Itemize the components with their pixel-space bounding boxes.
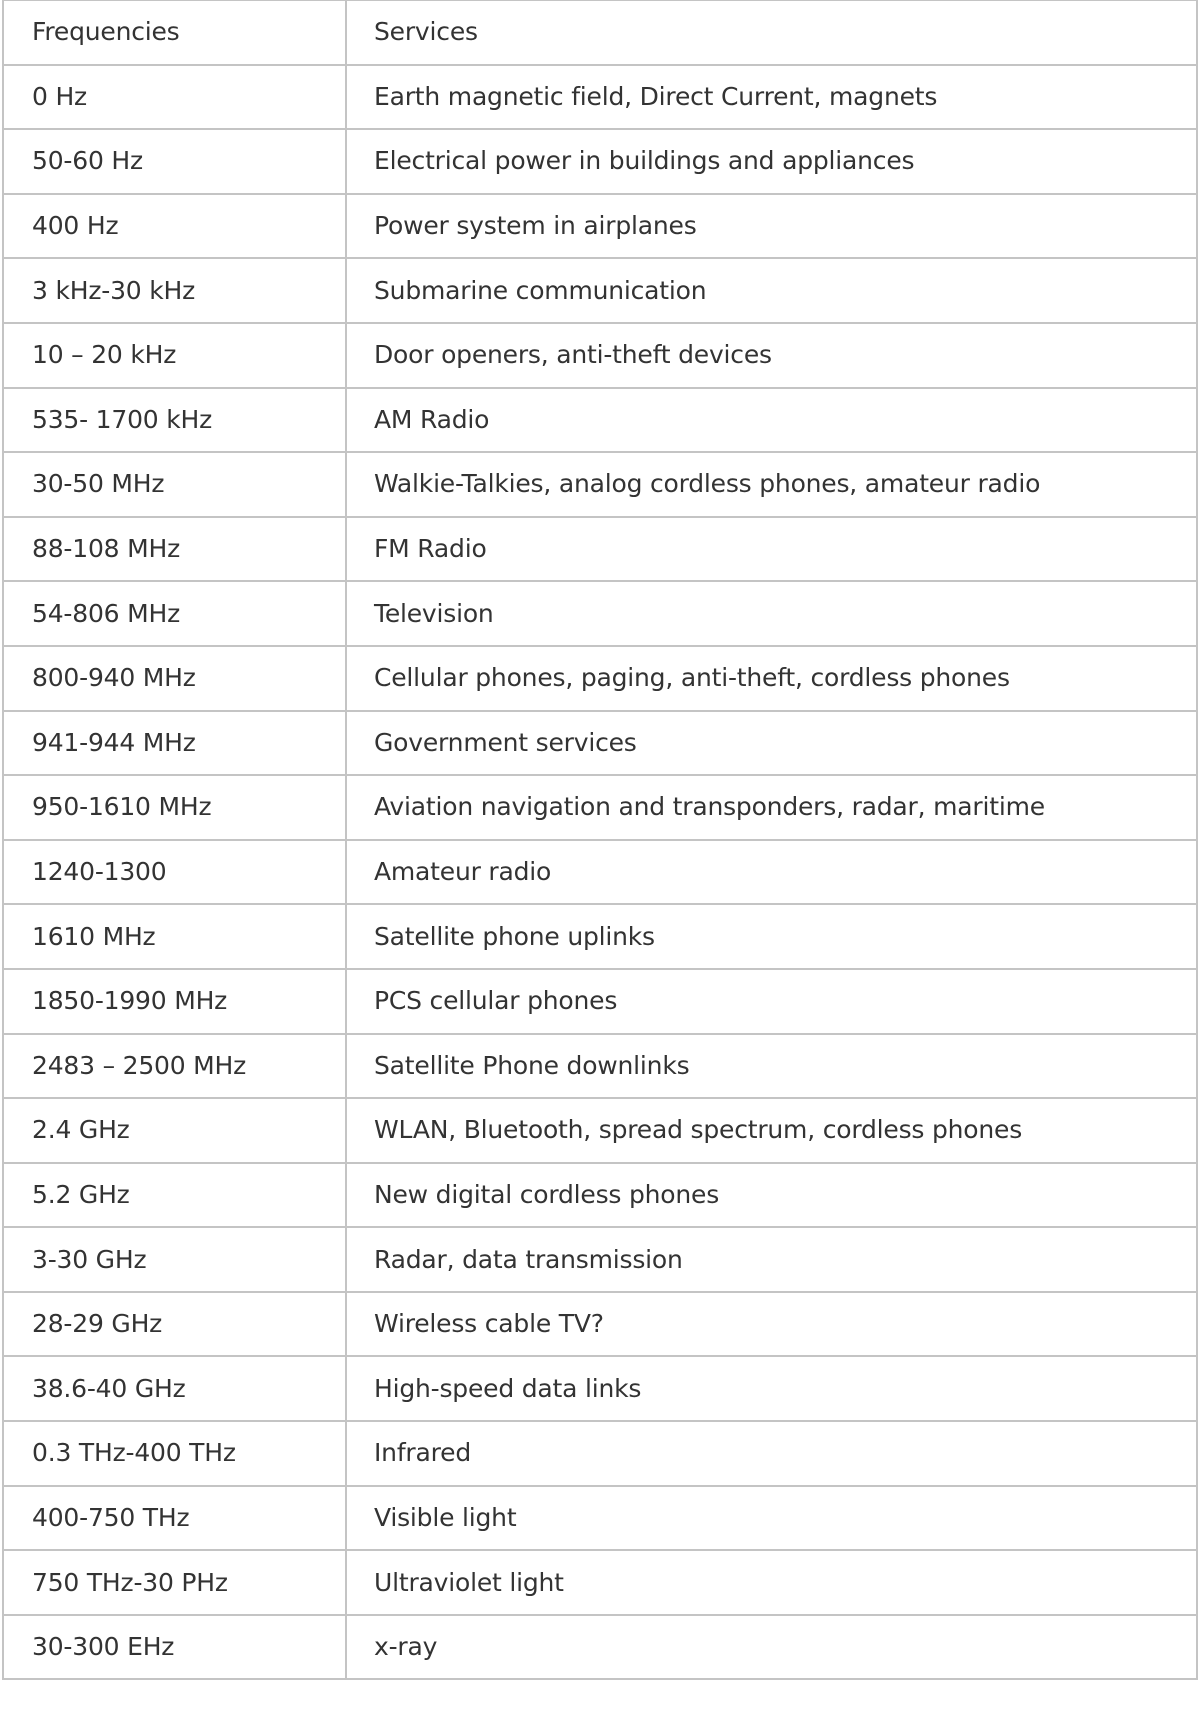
frequency-cell: 1240-1300 xyxy=(3,840,346,905)
service-cell: Power system in airplanes xyxy=(346,194,1197,259)
frequency-cell: 1610 MHz xyxy=(3,904,346,969)
frequency-cell: 5.2 GHz xyxy=(3,1163,346,1228)
table-row xyxy=(3,517,1197,582)
table-row xyxy=(3,1163,1197,1228)
frequency-cell: 1850-1990 MHz xyxy=(3,969,346,1034)
table-row xyxy=(3,969,1197,1034)
service-cell: FM Radio xyxy=(346,517,1197,582)
service-cell: Ultraviolet light xyxy=(346,1550,1197,1615)
table-row xyxy=(3,1227,1197,1292)
table-row xyxy=(3,1292,1197,1357)
frequency-cell: 30-50 MHz xyxy=(3,452,346,517)
service-cell: Amateur radio xyxy=(346,840,1197,905)
frequency-cell: 800-940 MHz xyxy=(3,646,346,711)
table-header-row xyxy=(3,0,1197,65)
service-cell: Radar, data transmission xyxy=(346,1227,1197,1292)
table-row xyxy=(3,840,1197,905)
table-row xyxy=(3,1356,1197,1421)
table-row xyxy=(3,323,1197,388)
table-row xyxy=(3,1486,1197,1551)
service-cell: AM Radio xyxy=(346,388,1197,453)
table-row xyxy=(3,194,1197,259)
frequency-cell: 950-1610 MHz xyxy=(3,775,346,840)
service-cell: Television xyxy=(346,581,1197,646)
service-cell: High-speed data links xyxy=(346,1356,1197,1421)
service-cell: Wireless cable TV? xyxy=(346,1292,1197,1357)
service-cell: Earth magnetic field, Direct Current, magnets xyxy=(346,65,1197,130)
frequency-cell: 28-29 GHz xyxy=(3,1292,346,1357)
frequency-cell: 941-944 MHz xyxy=(3,711,346,776)
service-cell: New digital cordless phones xyxy=(346,1163,1197,1228)
service-cell: Cellular phones, paging, anti-theft, cordless phones xyxy=(346,646,1197,711)
service-cell: Aviation navigation and transponders, radar, maritime xyxy=(346,775,1197,840)
service-cell: Electrical power in buildings and appliances xyxy=(346,129,1197,194)
table-row xyxy=(3,904,1197,969)
frequency-cell: 3-30 GHz xyxy=(3,1227,346,1292)
table-row xyxy=(3,129,1197,194)
table-body xyxy=(3,0,1197,1679)
frequency-cell: 3 kHz-30 kHz xyxy=(3,258,346,323)
service-cell: Infrared xyxy=(346,1421,1197,1486)
frequency-cell: 10 – 20 kHz xyxy=(3,323,346,388)
service-cell: Walkie-Talkies, analog cordless phones, amateur radio xyxy=(346,452,1197,517)
frequency-cell: 50-60 Hz xyxy=(3,129,346,194)
service-cell: x-ray xyxy=(346,1615,1197,1680)
table-row xyxy=(3,775,1197,840)
table-row xyxy=(3,1421,1197,1486)
frequency-cell: 38.6-40 GHz xyxy=(3,1356,346,1421)
table-row xyxy=(3,388,1197,453)
frequency-cell: 0.3 THz-400 THz xyxy=(3,1421,346,1486)
service-cell: WLAN, Bluetooth, spread spectrum, cordless phones xyxy=(346,1098,1197,1163)
service-cell: Satellite phone uplinks xyxy=(346,904,1197,969)
frequency-cell: 2483 – 2500 MHz xyxy=(3,1034,346,1099)
service-cell: PCS cellular phones xyxy=(346,969,1197,1034)
frequency-cell: 30-300 EHz xyxy=(3,1615,346,1680)
table-row xyxy=(3,646,1197,711)
table-row xyxy=(3,581,1197,646)
header-frequencies: Frequencies xyxy=(3,0,346,65)
table-row xyxy=(3,1098,1197,1163)
service-cell: Satellite Phone downlinks xyxy=(346,1034,1197,1099)
service-cell: Visible light xyxy=(346,1486,1197,1551)
frequency-cell: 2.4 GHz xyxy=(3,1098,346,1163)
table-row xyxy=(3,65,1197,130)
service-cell: Submarine communication xyxy=(346,258,1197,323)
table-row xyxy=(3,1034,1197,1099)
frequency-cell: 400 Hz xyxy=(3,194,346,259)
table-row xyxy=(3,1615,1197,1680)
frequency-cell: 400-750 THz xyxy=(3,1486,346,1551)
table-row xyxy=(3,711,1197,776)
service-cell: Door openers, anti-theft devices xyxy=(346,323,1197,388)
frequency-cell: 0 Hz xyxy=(3,65,346,130)
frequency-services-table xyxy=(2,0,1198,1680)
header-services: Services xyxy=(346,0,1197,65)
frequency-cell: 88-108 MHz xyxy=(3,517,346,582)
service-cell: Government services xyxy=(346,711,1197,776)
table-row xyxy=(3,258,1197,323)
frequency-cell: 54-806 MHz xyxy=(3,581,346,646)
frequency-cell: 535- 1700 kHz xyxy=(3,388,346,453)
table-row xyxy=(3,452,1197,517)
table-row xyxy=(3,1550,1197,1615)
frequency-cell: 750 THz-30 PHz xyxy=(3,1550,346,1615)
